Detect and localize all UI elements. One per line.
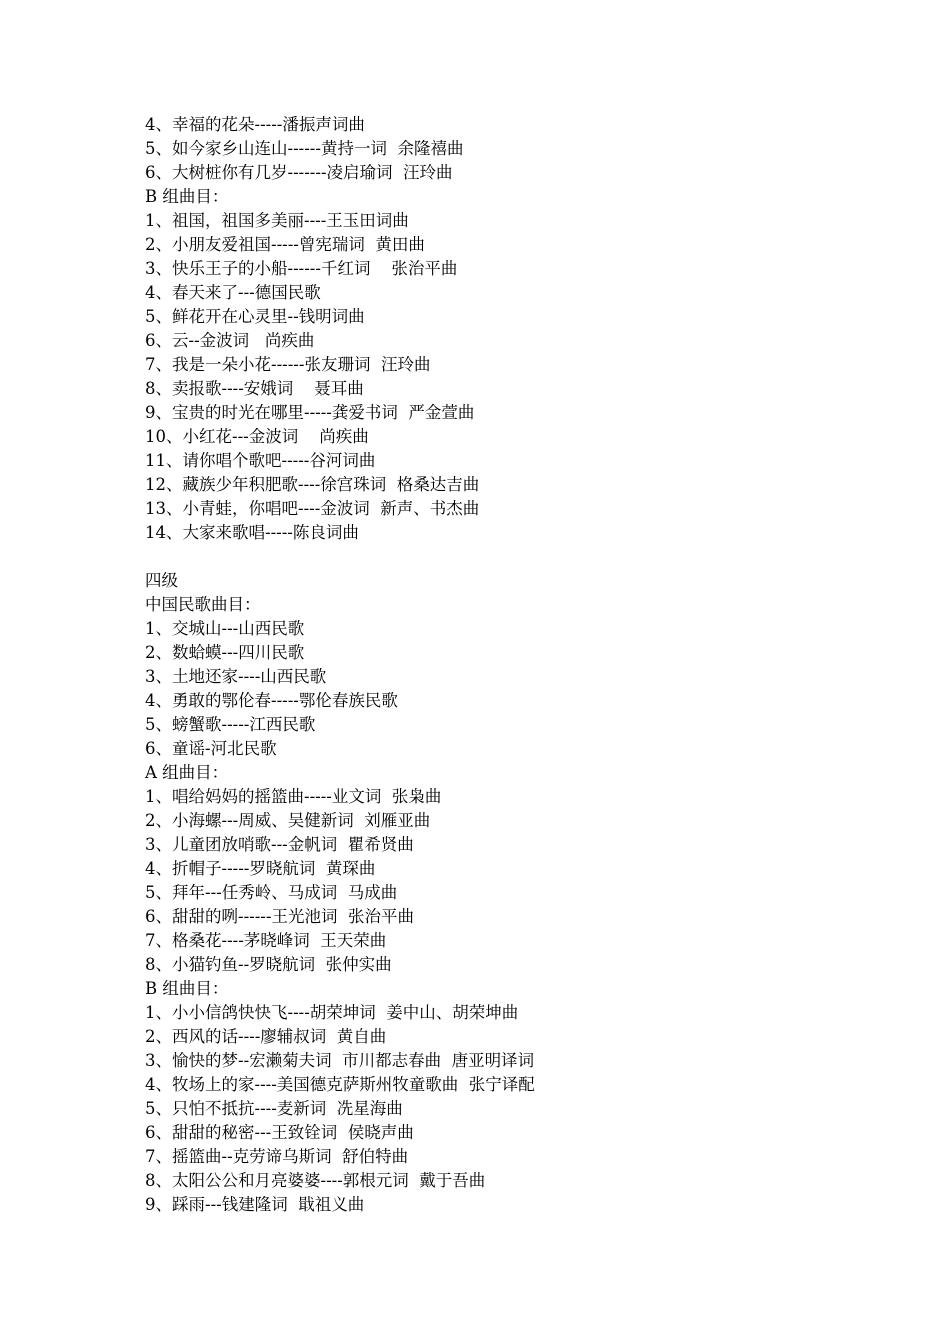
text-line: 4、牧场上的家----美国德克萨斯州牧童歌曲 张宁译配 [145, 1075, 535, 1094]
text-line: 5、鲜花开在心灵里--钱明词曲 [145, 307, 365, 326]
text-line: 3、土地还家----山西民歌 [145, 667, 327, 686]
text-line: 3、快乐王子的小船------千红词 张治平曲 [145, 259, 458, 278]
section-heading: 中国民歌曲目： [145, 595, 261, 614]
document-page [145, 113, 905, 1217]
text-line: 3、愉快的梦--宏濑菊夫词 市川都志春曲 唐亚明译词 [145, 1051, 535, 1070]
text-line: 14、大家来歌唱-----陈良词曲 [145, 523, 359, 542]
blank-line [145, 545, 905, 569]
text-line: 6、甜甜的咧------王光池词 张治平曲 [145, 907, 414, 926]
text-line: 3、儿童团放哨歌---金帆词 瞿希贤曲 [145, 835, 414, 854]
text-line: 6、甜甜的秘密---王致铨词 侯晓声曲 [145, 1123, 414, 1142]
text-line: 2、西风的话----廖辅叔词 黄自曲 [145, 1027, 387, 1046]
section-heading: A 组曲目： [145, 763, 229, 782]
text-line: 9、宝贵的时光在哪里-----龚爱书词 严金萱曲 [145, 403, 475, 422]
text-line: 7、格桑花----茅晓峰词 王天荣曲 [145, 931, 387, 950]
text-line: 4、春天来了---德国民歌 [145, 283, 321, 302]
text-line: 1、交城山---山西民歌 [145, 619, 305, 638]
text-line: 8、太阳公公和月亮婆婆----郭根元词 戴于吾曲 [145, 1171, 486, 1190]
text-line: 1、小小信鸽快快飞----胡荣坤词 姜中山、胡荣坤曲 [145, 1003, 519, 1022]
text-line: 11、请你唱个歌吧-----谷河词曲 [145, 451, 376, 470]
text-line: 5、如今家乡山连山------黄持一词 余隆禧曲 [145, 139, 464, 158]
text-line: 8、卖报歌----安娥词 聂耳曲 [145, 379, 364, 398]
text-line: 5、拜年---任秀岭、马成词 马成曲 [145, 883, 398, 902]
section-heading: B 组曲目： [145, 187, 229, 206]
text-line: 7、摇篮曲--克劳谛乌斯词 舒伯特曲 [145, 1147, 409, 1166]
text-line: 13、小青蛙，你唱吧----金波词 新声、书杰曲 [145, 499, 480, 518]
text-line: 6、云--金波词 尚疾曲 [145, 331, 315, 350]
text-line: 4、折帽子-----罗晓航词 黄琛曲 [145, 859, 376, 878]
text-line: 6、童谣-河北民歌 [145, 739, 277, 758]
text-line: 10、小红花---金波词 尚疾曲 [145, 427, 369, 446]
text-line: 12、藏族少年积肥歌----徐宫珠词 格桑达吉曲 [145, 475, 480, 494]
text-line: 1、祖国，祖国多美丽----王玉田词曲 [145, 211, 409, 230]
text-line: 8、小猫钓鱼--罗晓航词 张仲实曲 [145, 955, 392, 974]
text-line: 4、幸福的花朵-----潘振声词曲 [145, 115, 365, 134]
text-line: 4、勇敢的鄂伦春-----鄂伦春族民歌 [145, 691, 398, 710]
text-line: 6、大树桩你有几岁-------凌启瑜词 汪玲曲 [145, 163, 453, 182]
level-heading: 四级 [145, 571, 178, 590]
text-line: 7、我是一朵小花------张友珊词 汪玲曲 [145, 355, 431, 374]
text-line: 2、小海螺---周威、吴健新词 刘雁亚曲 [145, 811, 431, 830]
text-line: 1、唱给妈妈的摇篮曲-----业文词 张枭曲 [145, 787, 442, 806]
text-line: 5、只怕不抵抗----麦新词 冼星海曲 [145, 1099, 403, 1118]
text-line: 5、螃蟹歌-----江西民歌 [145, 715, 316, 734]
section-heading: B 组曲目： [145, 979, 229, 998]
text-line: 2、数蛤蟆---四川民歌 [145, 643, 305, 662]
text-line: 2、小朋友爱祖国-----曾宪瑞词 黄田曲 [145, 235, 425, 254]
text-line: 9、踩雨---钱建隆词 戢祖义曲 [145, 1195, 365, 1214]
